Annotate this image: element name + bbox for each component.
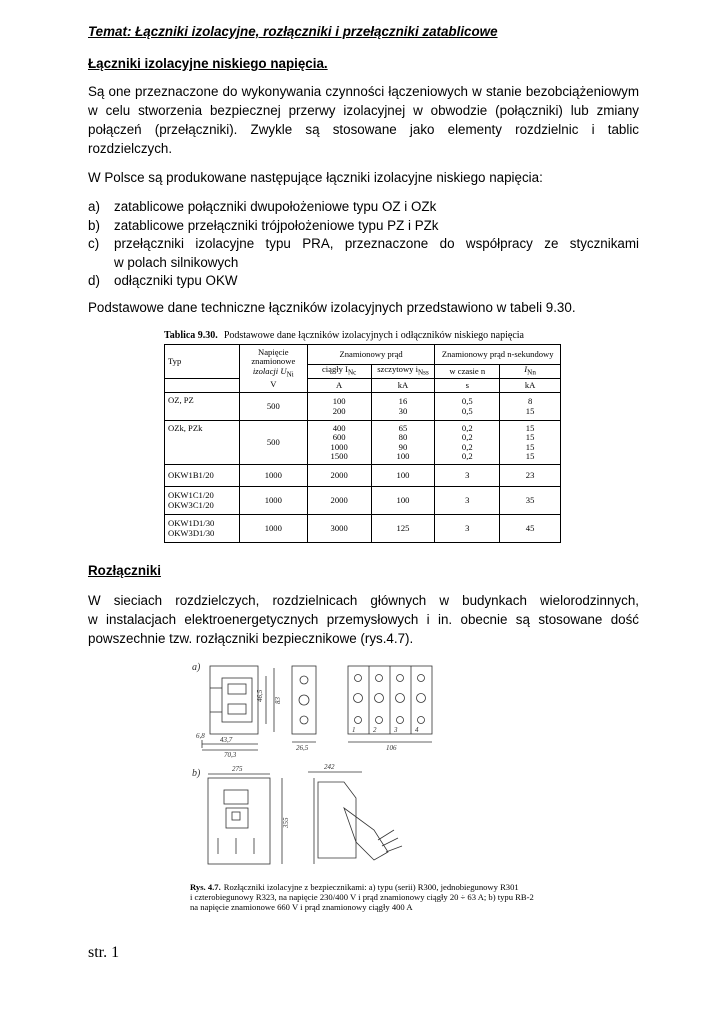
list-item: d) odłączniki typu OKW: [88, 273, 238, 288]
pole-number: 2: [373, 726, 377, 734]
side-view-drawing: [202, 666, 274, 750]
table-header-peak: szczytowy $i_{Nss}$: [371, 365, 435, 379]
table-row: OZk, PZk 500 400 600 1000 1500 65 80 90 100 0,2 0,2 0,2 0,2 15 15 15 15: [165, 421, 561, 465]
table-header-continuous: ciągły $I_{Nc}$: [307, 365, 371, 379]
dimension-label: 106: [386, 744, 397, 752]
front-view-single-pole: [292, 666, 316, 742]
rb2-front-view: [208, 774, 282, 864]
dimension-label: 26,5: [296, 744, 309, 752]
figure-label-a: a): [192, 662, 201, 673]
dimension-label: 355: [282, 817, 290, 828]
pole-number: 3: [394, 726, 398, 734]
list-item: a) zatablicowe połączniki dwupołożeniowe typu OZ i OZk: [88, 199, 437, 214]
paragraph-line: w celu stworzenia bezpiecznej przerwy izolacyjnej w obwodzie (połączniki) lub zmiany: [88, 103, 639, 118]
technical-drawing-figure: [188, 658, 438, 880]
table-unit: kA: [500, 379, 561, 393]
switch-types-list: [88, 198, 639, 291]
table-header-voltage: Napięcie znamionowe izolacji $U_{Ni}$ V: [239, 345, 307, 393]
data-table: [164, 344, 561, 543]
dimension-label: 83: [274, 697, 282, 704]
rb2-side-view: [308, 772, 402, 864]
dimension-label: 70,3: [224, 751, 237, 759]
section-heading-isolating-switches: Łączniki izolacyjne niskiego napięcia.: [88, 56, 328, 71]
table-unit: s: [435, 379, 500, 393]
dimension-label: 275: [232, 765, 243, 773]
paragraph-line: w instalacjach elektroenergetycznych przemysłowych i in. obecnie są stosowane dość: [88, 612, 639, 627]
table-row: OKW1C1/20 OKW3C1/20 1000 2000 100 3 35: [165, 487, 561, 515]
paragraph-list-intro: W Polsce są produkowane następujące łączniki izolacyjne niskiego napięcia:: [88, 170, 543, 185]
table-row: OKW1B1/20 1000 2000 100 3 23: [165, 465, 561, 487]
paragraph-line: powszechnie tzw. rozłączniki bezpiecznikowe (rys.4.7).: [88, 631, 414, 646]
section-heading-switch-disconnectors: Rozłączniki: [88, 563, 161, 578]
page-title: Temat: Łączniki izolacyjne, rozłączniki i przełączniki zatablicowe: [88, 24, 498, 39]
pole-number: 4: [415, 726, 419, 734]
table-unit: A: [307, 379, 371, 393]
table-header-n-second-current: Znamionowy prąd n-sekundowy: [435, 345, 561, 365]
dimension-label: 43,7: [220, 736, 233, 744]
paragraph-line: rozdzielczych.: [88, 141, 173, 156]
figure-label-b: b): [192, 768, 201, 779]
paragraph-switch-disconnectors: [88, 591, 639, 648]
list-item: b) zatablicowe przełączniki trójpołożeniowe typu PZ i PZk: [88, 217, 439, 233]
figure-caption: Rys. 4.7. Rozłączniki izolacyjne z bezpiecznikami: a) typu (serii) R300, jednobiegunowy R301 i czterobiegunowy R323, na napięcie 230/400 V i prąd znamionowy ciągły 20 ÷ 63 A; b) typu RB-2 na napięcie znamionowe 660 V i prąd znamionowy ciągły 400 A: [190, 882, 534, 912]
table-unit: kA: [371, 379, 435, 393]
page-number: str. 1: [88, 944, 120, 961]
table-row: OZ, PZ 500 100 200 16 30 0,5 0,5 8 15: [165, 393, 561, 421]
paragraph-intro: [88, 82, 639, 158]
dimension-label: 6,8: [196, 732, 205, 740]
pole-number: 1: [352, 726, 356, 734]
table-header-type: Typ: [165, 345, 240, 379]
list-item: c) przełączniki izolacyjne typu PRA, przeznaczone do współpracy ze stycznikami w polach silnikowych: [88, 236, 639, 270]
table-header-time: w czasie n: [435, 365, 500, 379]
paragraph-line: połączeń (przełączniki). Zwykle są stosowane jako elementy rozdzielnic i tablic: [88, 122, 639, 137]
table-header-n-current: $I_{Nn}$: [500, 365, 561, 379]
front-view-four-pole: [348, 666, 432, 742]
table-header-rated-current: Znamionowy prąd: [307, 345, 435, 365]
dimension-label: 242: [324, 763, 335, 771]
table-row: OKW1D1/30 OKW3D1/30 1000 3000 125 3 45: [165, 515, 561, 543]
paragraph-line: W sieciach rozdzielczych, rozdzielnicach głównych w budynkach wielorodzinnych,: [88, 593, 639, 608]
dimension-label: 46,5: [256, 689, 264, 702]
paragraph-line: Są one przeznaczone do wykonywania czynności łączeniowych w stanie bezobciążeniowym: [88, 84, 639, 99]
paragraph-table-ref: Podstawowe dane techniczne łączników izolacyjnych przedstawiono w tabeli 9.30.: [88, 300, 576, 315]
table-caption: Tablica 9.30. Podstawowe dane łączników izolacyjnych i odłączników niskiego napięcia: [164, 330, 524, 341]
